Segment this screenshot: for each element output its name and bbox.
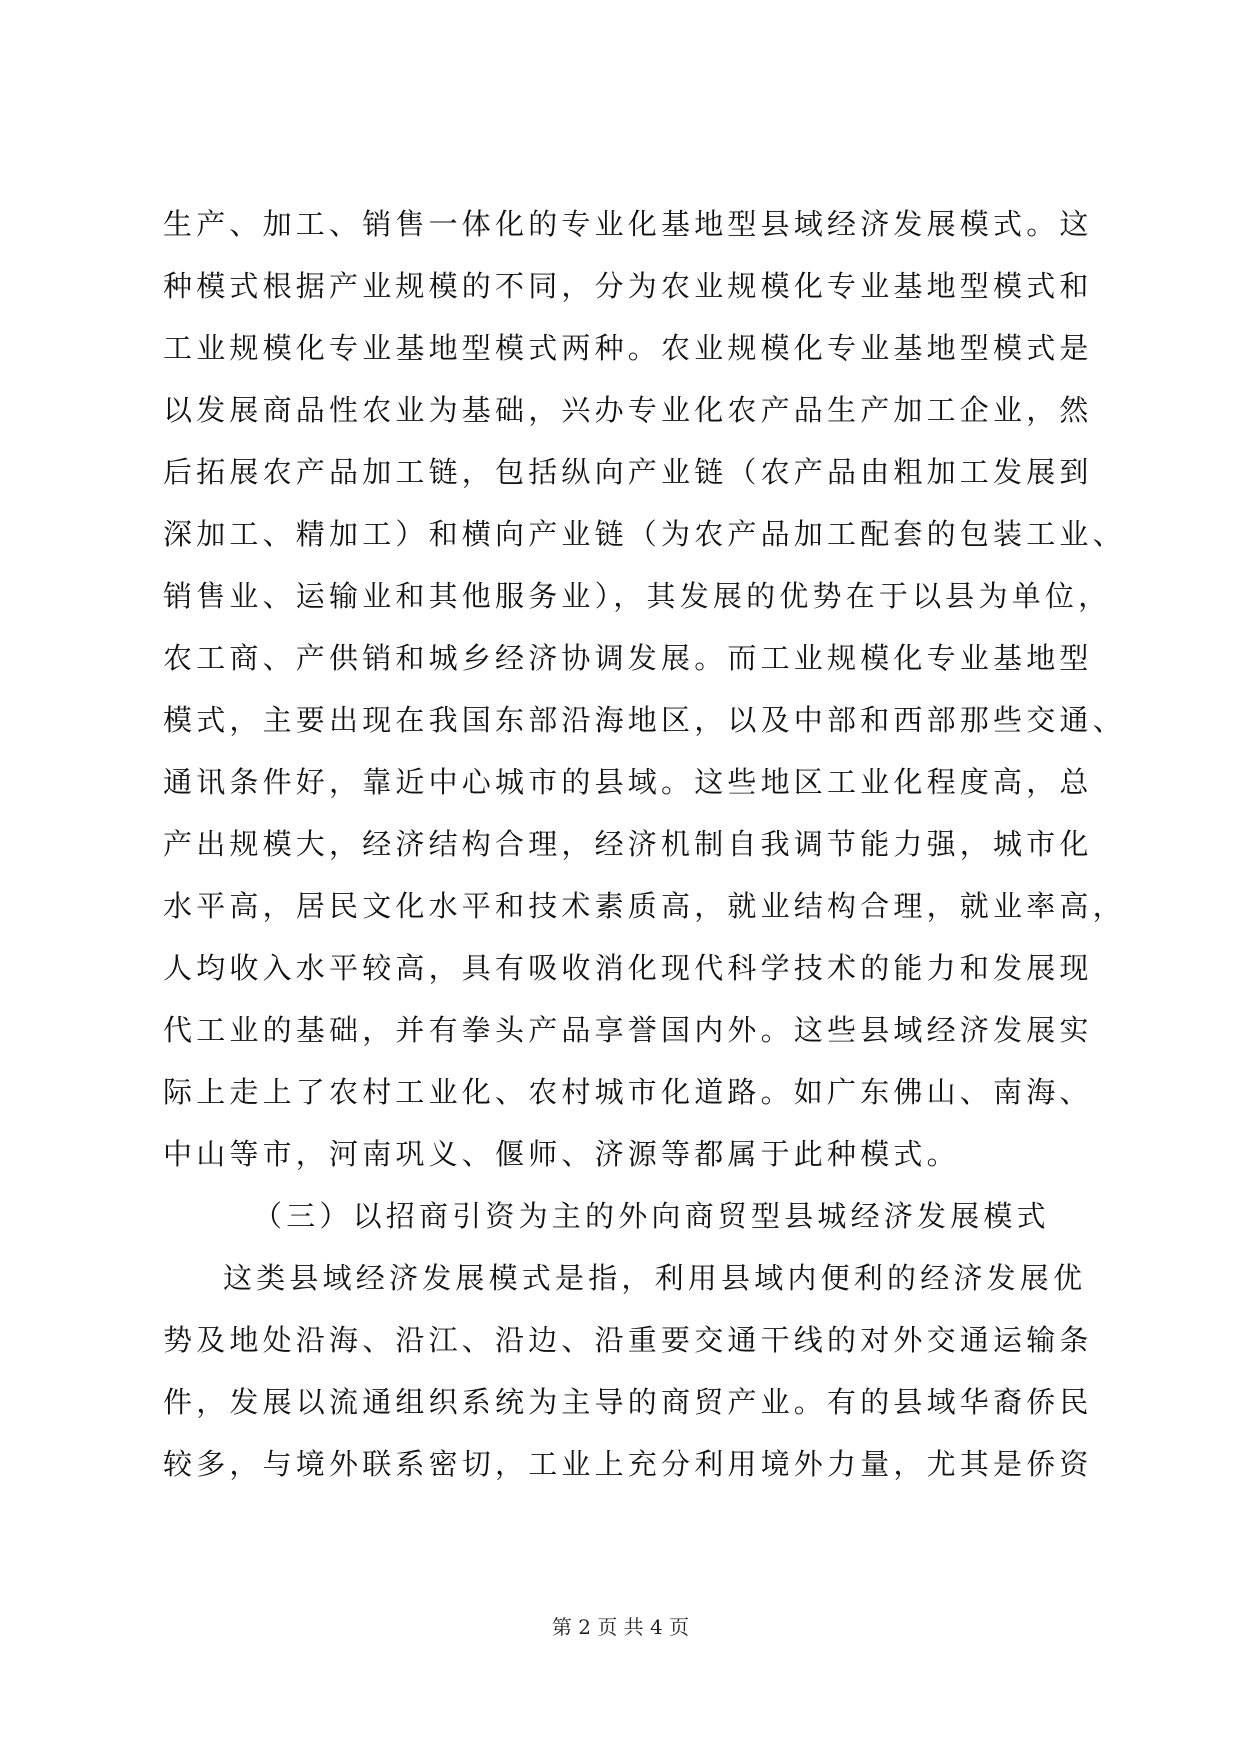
paragraph-line: 产出规模大，经济结构合理，经济机制自我调节能力强，城市化 [163,827,1093,861]
paragraph-line: 中山等市，河南巩义、偃师、济源等都属于此种模式。 [163,1137,960,1171]
paragraph-line: 势及地处沿海、沿江、沿边、沿重要交通干线的对外交通运输条 [163,1323,1093,1357]
section-heading: （三）以招商引资为主的外向商贸型县城经济发展模式 [253,1199,1050,1233]
paragraph-line: 深加工、精加工）和横向产业链（为农产品加工配套的包装工业、 [163,517,1126,551]
paragraph-line: 销售业、运输业和其他服务业），其发展的优势在于以县为单位， [163,579,1112,613]
paragraph-line: 代工业的基础，并有拳头产品享誉国内外。这些县域经济发展实 [163,1013,1093,1047]
paragraph-line: 人均收入水平较高，具有吸收消化现代科学技术的能力和发展现 [163,951,1093,985]
paragraph-line: 件，发展以流通组织系统为主导的商贸产业。有的县域华裔侨民 [163,1385,1093,1419]
paragraph-line: 农工商、产供销和城乡经济协调发展。而工业规模化专业基地型 [163,641,1093,675]
paragraph-line: 种模式根据产业规模的不同，分为农业规模化专业基地型模式和 [163,269,1093,303]
page-number-footer: 第 2 页 共 4 页 [551,1615,690,1639]
paragraph-line: 水平高，居民文化水平和技术素质高，就业结构合理，就业率高， [163,889,1126,923]
paragraph-line: 通讯条件好，靠近中心城市的县域。这些地区工业化程度高，总 [163,765,1093,799]
paragraph-line: 模式，主要出现在我国东部沿海地区，以及中部和西部那些交通、 [163,703,1126,737]
paragraph-line: 工业规模化专业基地型模式两种。农业规模化专业基地型模式是 [163,331,1093,365]
paragraph-line: 后拓展农产品加工链，包括纵向产业链（农产品由粗加工发展到 [163,455,1093,489]
paragraph-line: 生产、加工、销售一体化的专业化基地型县域经济发展模式。这 [163,207,1093,241]
document-body [163,193,1126,1495]
paragraph-line: 以发展商品性农业为基础，兴办专业化农产品生产加工企业，然 [163,393,1093,427]
paragraph-line: 际上走上了农村工业化、农村城市化道路。如广东佛山、南海、 [163,1075,1093,1109]
paragraph-line: 这类县域经济发展模式是指，利用县域内便利的经济发展优 [223,1261,1087,1295]
paragraph-line: 较多，与境外联系密切，工业上充分利用境外力量，尤其是侨资 [163,1447,1093,1481]
